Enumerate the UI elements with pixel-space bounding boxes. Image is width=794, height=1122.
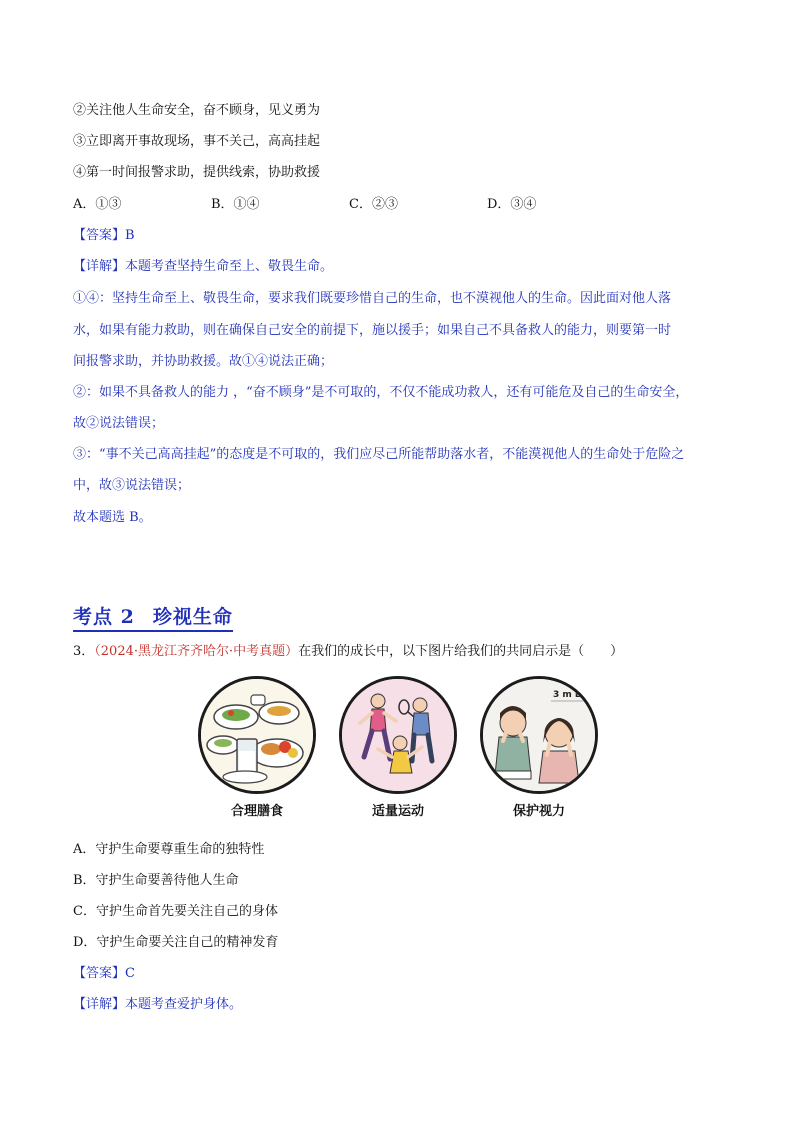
- q3-stem: [73, 643, 733, 660]
- answer-value: C: [125, 966, 135, 981]
- statement-4: ④第一时间报警求助，提供线索，协助救援: [73, 165, 321, 180]
- explanation-line: 间报警求助，并协助救援。故①④说法正确；: [73, 354, 334, 369]
- eye-chart-letters: 3 m E: [553, 690, 582, 700]
- eyesight-image: [480, 676, 598, 794]
- q2-option-a: A．①③: [73, 197, 122, 212]
- q3-option-a: A．守护生命要尊重生命的独特性: [73, 842, 265, 857]
- explanation-line: ③：“事不关己高高挂起”的态度是不可取的，我们应尽己所能帮助落水者，不能漠视他人的生命处于危险之: [73, 447, 685, 462]
- detail-intro: 本题考查坚持生命至上、敬畏生命。: [125, 259, 334, 274]
- q3-option-d: D．守护生命要关注自己的精神发育: [73, 935, 279, 950]
- balanced-diet-image: [198, 676, 316, 794]
- statement-3: ③立即离开事故现场，事不关己，高高挂起: [73, 134, 321, 149]
- question-text: 在我们的成长中，以下图片给我们的共同启示是（ ）: [298, 644, 624, 659]
- explanation-line: ②：如果不具备救人的能力 ，“奋不顾身”是不可取的，不仅不能成功救人，还有可能危及自己的生命安全，: [73, 385, 689, 400]
- q2-detail: [73, 258, 733, 275]
- explanation-line: ①④：坚持生命至上、敬畏生命，要求我们既要珍惜自己的生命，也不漠视他人的生命。因此面对他人落: [73, 291, 672, 306]
- section-number: 考点 2: [73, 606, 135, 628]
- caption-diet: 合理膳食: [230, 804, 283, 819]
- section-title: 珍视生命: [152, 606, 233, 628]
- answer-value: B: [125, 228, 135, 243]
- section-heading: [73, 602, 233, 632]
- q2-option-d: D．③④: [487, 197, 537, 212]
- q3-answer: [73, 965, 733, 982]
- explanation-line: 故②说法错误；: [73, 416, 165, 431]
- q3-option-b: B．守护生命要善待他人生命: [73, 873, 239, 888]
- exercise-image: [339, 676, 457, 794]
- explanation-line: 中，故③说法错误；: [73, 478, 191, 493]
- q2-option-c: C．②③: [349, 197, 398, 212]
- answer-tag: 【答案】: [73, 966, 126, 981]
- detail-intro: 本题考查爱护身体。: [125, 997, 243, 1012]
- caption-exercise: 适量运动: [371, 804, 424, 819]
- q3-detail: [73, 996, 733, 1013]
- caption-eyesight: 保护视力: [512, 804, 565, 819]
- statement-2: ②关注他人生命安全，奋不顾身，见义勇为: [73, 103, 321, 118]
- explanation-line: 故本题选 B。: [73, 510, 152, 525]
- illustration-figure: [198, 676, 598, 821]
- q3-option-c: C．守护生命首先要关注自己的身体: [73, 904, 278, 919]
- detail-tag: 【详解】: [73, 259, 126, 274]
- detail-tag: 【详解】: [73, 997, 126, 1012]
- answer-tag: 【答案】: [73, 228, 126, 243]
- question-source: （2024·黑龙江齐齐哈尔·中考真题）: [94, 644, 299, 659]
- q2-option-b: B．①④: [211, 197, 260, 212]
- explanation-line: 水，如果有能力救助，则在确保自己安全的前提下，施以援手；如果自己不具备救人的能力，则要第一时: [73, 323, 672, 338]
- q2-answer: [73, 227, 733, 244]
- question-number: 3．: [73, 644, 95, 659]
